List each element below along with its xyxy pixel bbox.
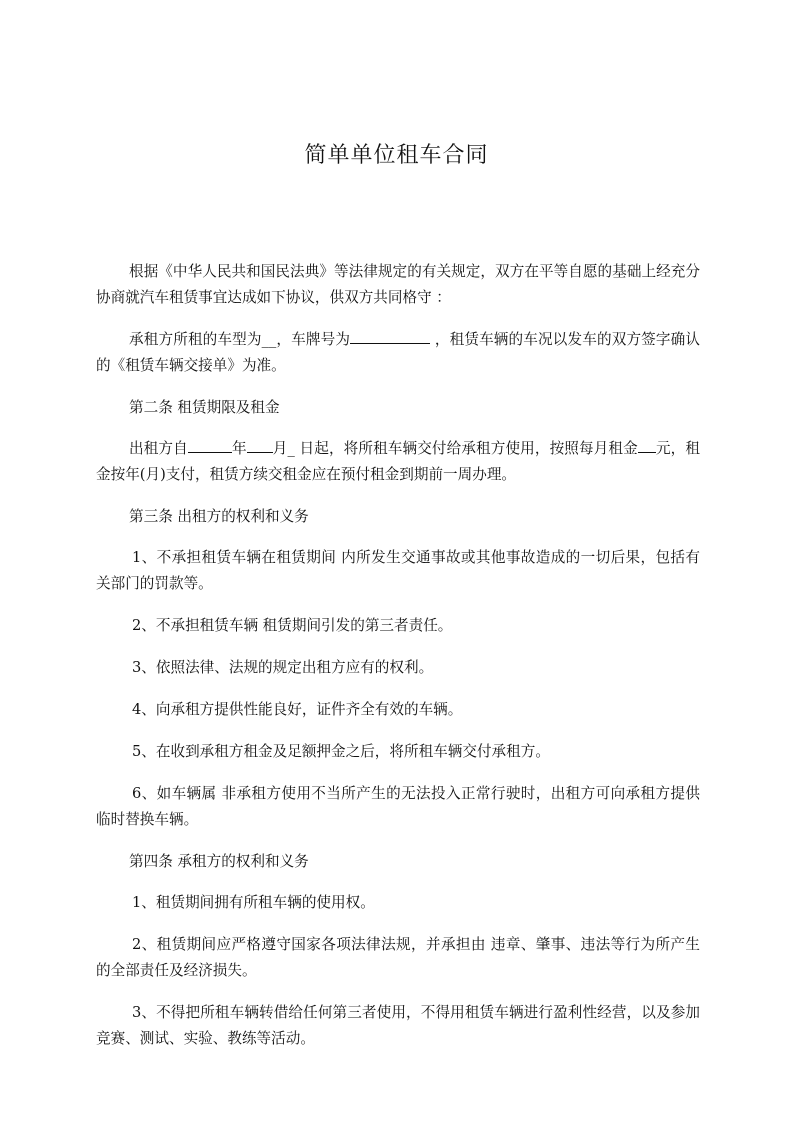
article3-item: 6、如车辆属 非承租方使用不当所产生的无法投入正常行驶时，出租方可向承租方提供临时替换车辆。 [96, 785, 700, 828]
article3-item: 1、不承担租赁车辆在租赁期间 内所发生交通事故或其他事故造成的一切后果，包括有关部门的罚款等。 [96, 549, 700, 592]
vehicle-clause-part2: _，车牌号为 [268, 331, 351, 348]
article3-heading: 第三条 出租方的权利和义务 [129, 508, 309, 525]
vehicle-clause-part3: ，租赁车辆的车况以发车的双方签字确认的《租赁车辆交接单》为准。 [96, 331, 700, 374]
rent-clause-part2: 年 [231, 440, 247, 457]
article4-item: 1、租赁期间拥有所租车辆的使用权。 [132, 894, 375, 911]
article3-item: 5、在收到承租方租金及足额押金之后，将所租车辆交付承租方。 [132, 743, 550, 760]
article4-item: 3、不得把所租车辆转借给任何第三者使用，不得用租赁车辆进行盈利性经营，以及参加竞赛、测试、实验、教练等活动。 [96, 1004, 700, 1047]
document-body [96, 259, 700, 1068]
vehicle-clause-part1: 承租方所租的车型为_ [129, 331, 269, 348]
article3-item: 2、不承担租赁车辆 租赁期间引发的第三者责任。 [132, 617, 453, 634]
article3-item: 4、向承租方提供性能良好，证件齐全有效的车辆。 [132, 701, 463, 718]
rent-clause [96, 436, 700, 488]
intro-paragraph: 根据《中华人民共和国民法典》等法律规定的有关规定，双方在平等自愿的基础上经充分协商就汽车租赁事宜达成如下协议，供双方共同格守 ： [96, 263, 700, 306]
rent-clause-part3: 月_ 日起，将所租车辆交付给承租方使用，按照每月租金 [272, 440, 638, 457]
plate-number-blank [350, 328, 430, 344]
start-month-blank [247, 437, 273, 453]
rent-clause-part4: 元，租金按年(月)支付，租赁方续交租金应在预付租金到期前一周办理。 [96, 440, 700, 483]
article3-item: 3、依照法律、法规的规定出租方应有的权利。 [132, 659, 434, 676]
article4-heading: 第四条 承租方的权利和义务 [129, 853, 309, 870]
rent-clause-part1: 出租方自 [129, 440, 188, 457]
vehicle-clause [96, 327, 700, 379]
article2-heading: 第二条 租赁期限及租金 [129, 399, 280, 416]
article4-item: 2、租赁期间应严格遵守国家各项法律法规，并承担由 违章、肇事、违法等行为所产生的全部责任及经济损失。 [96, 936, 700, 979]
monthly-rent-blank [638, 437, 656, 453]
document-title: 简单单位租车合同 [304, 143, 489, 168]
start-year-blank [188, 437, 232, 453]
